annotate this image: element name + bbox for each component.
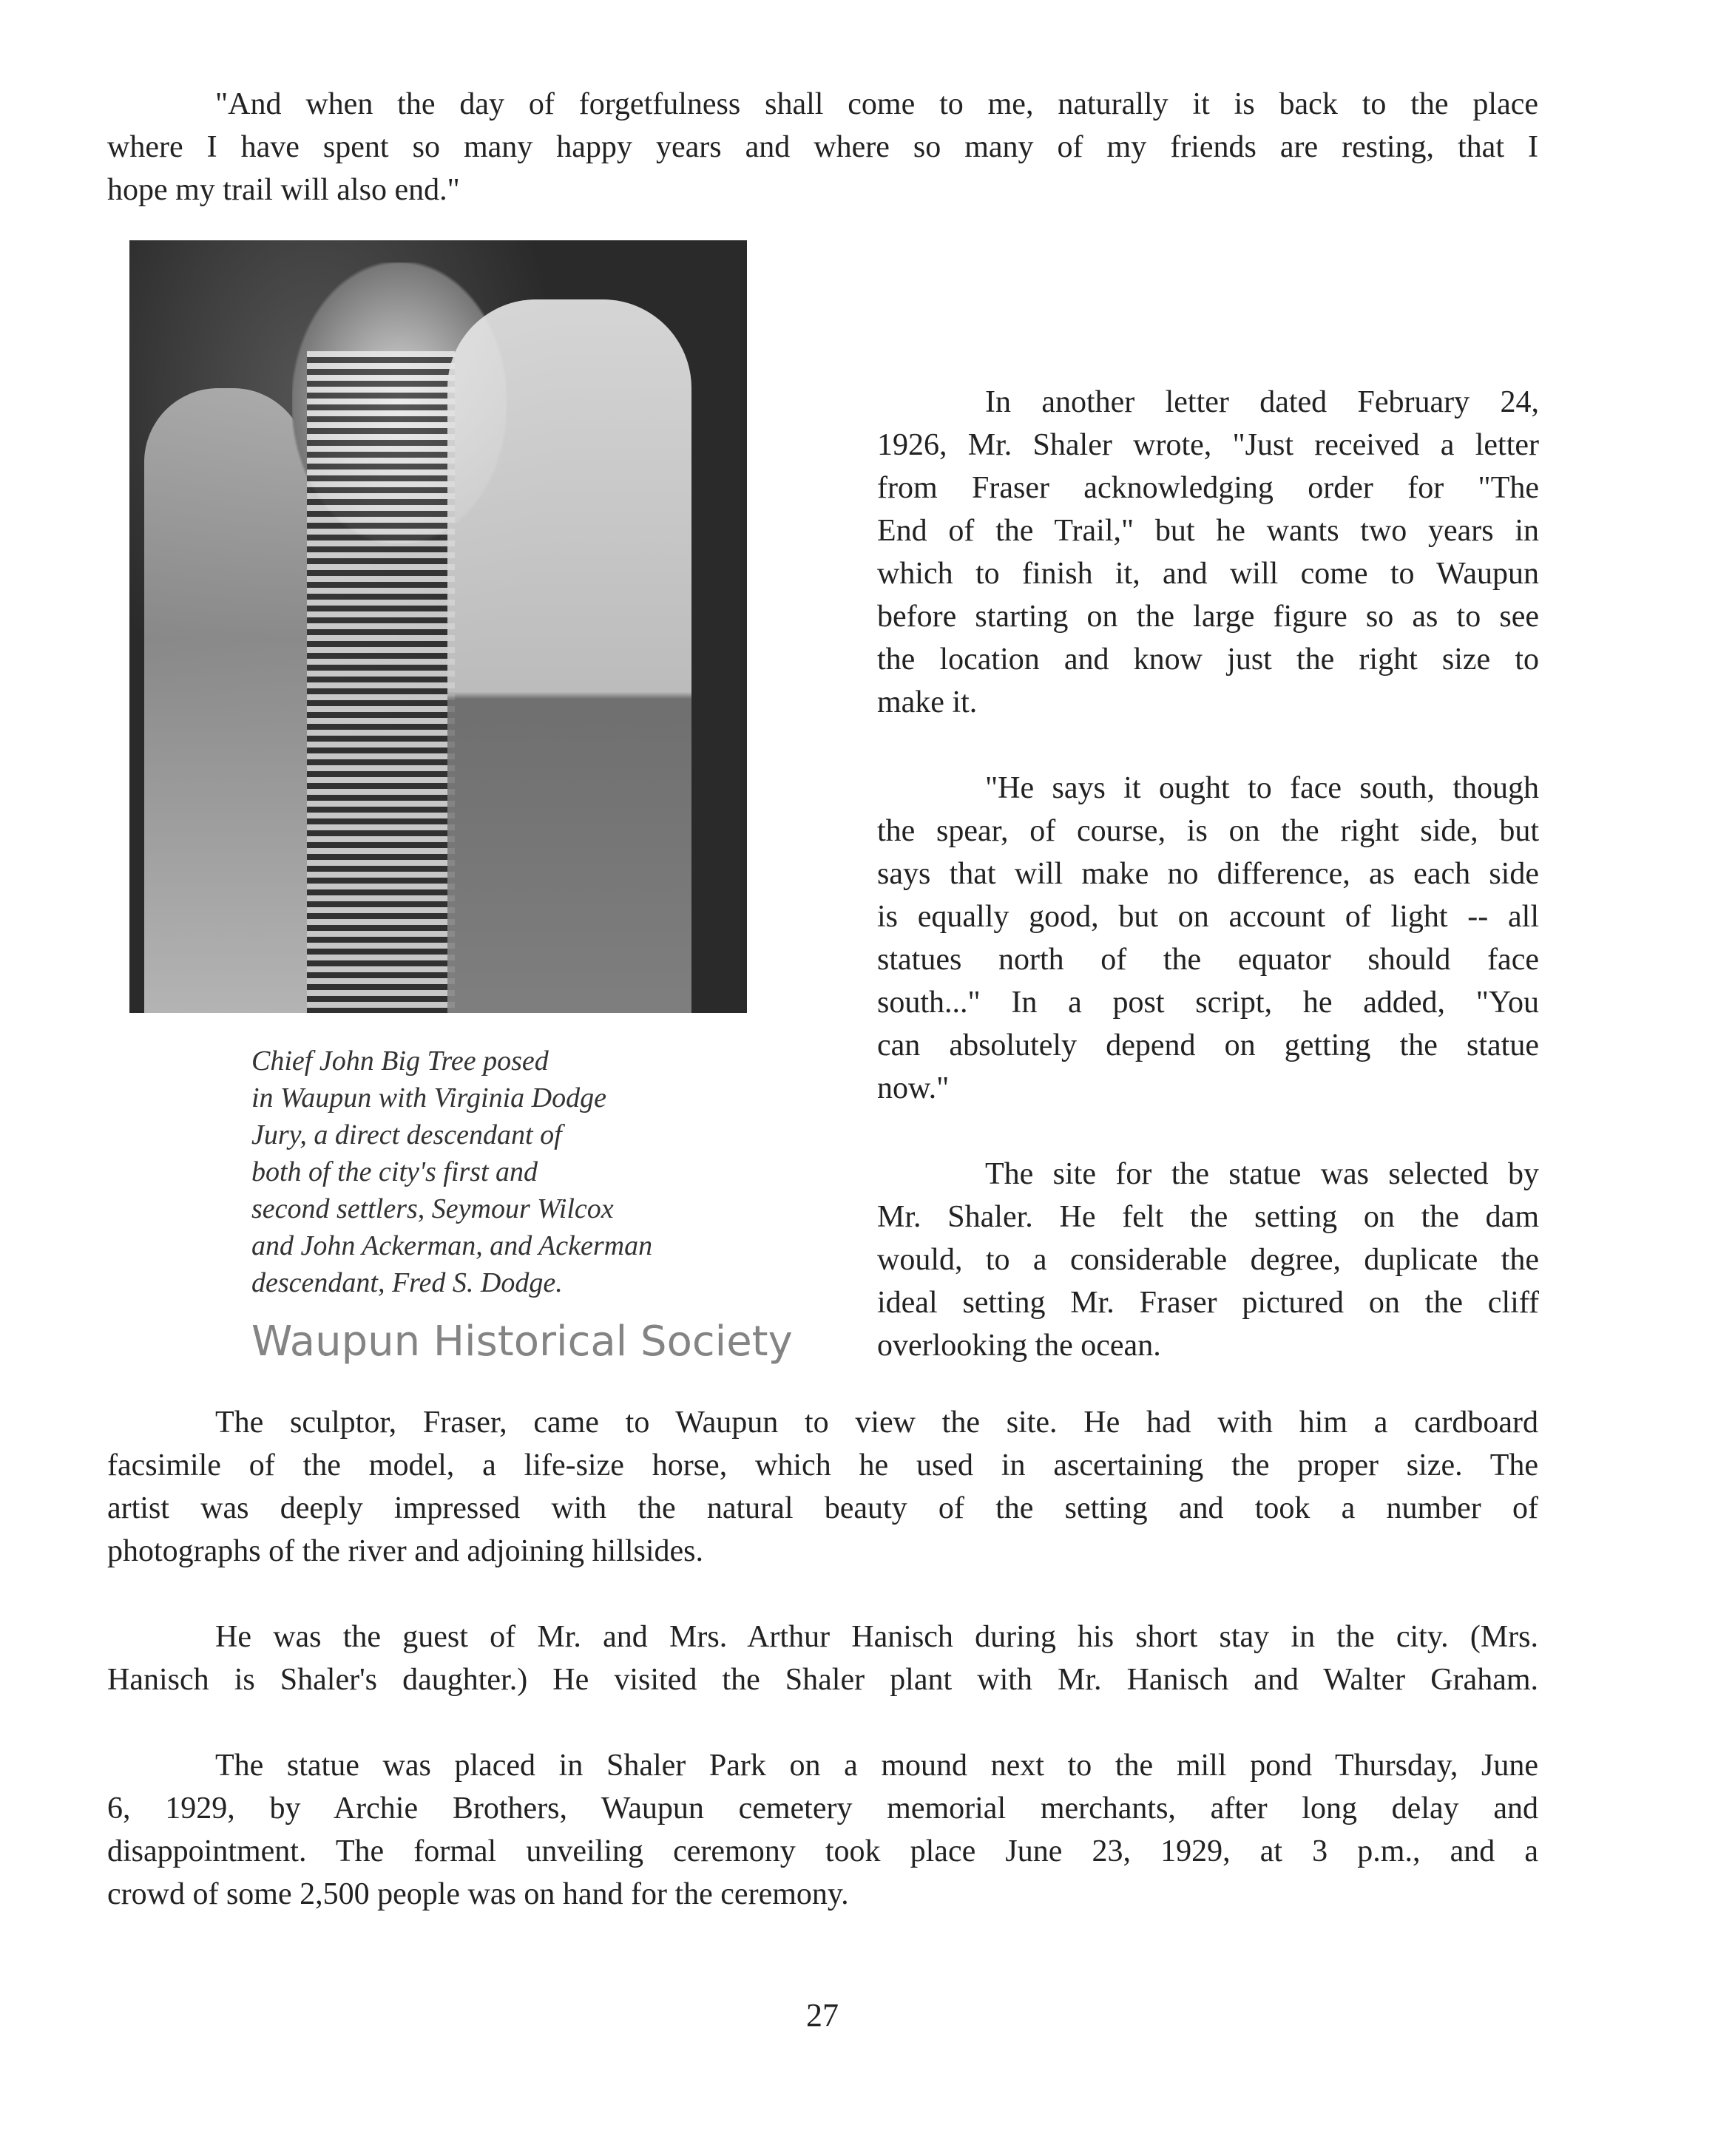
text-line: photographs of the river and adjoining hillsides.: [107, 1534, 704, 1568]
text-line: Mr. Shaler. He felt the setting on the dam: [877, 1200, 1539, 1234]
text-line: where I have spent so many happy years and where so many of my friends are resting, that I: [107, 130, 1538, 164]
chief-figure: [307, 351, 455, 1013]
text-line: statues north of the equator should face: [877, 943, 1539, 977]
caption-line: second settlers, Seymour Wilcox: [251, 1193, 614, 1224]
caption-line: Chief John Big Tree posed: [251, 1045, 549, 1077]
text-line: The site for the statue was selected by: [985, 1157, 1539, 1191]
text-line: make it.: [877, 685, 978, 719]
watermark: Waupun Historical Society: [251, 1318, 793, 1366]
bottom-paragraphs: [107, 1401, 1538, 1916]
text-line: The statue was placed in Shaler Park on a mound next to the mill pond Thursday, June: [215, 1749, 1538, 1783]
text-line: now.": [877, 1071, 950, 1105]
text-line: before starting on the large figure so as to see: [877, 600, 1539, 634]
opening-quote-paragraph: [107, 83, 1538, 211]
woman-figure: [144, 388, 307, 1013]
man-figure: [447, 299, 691, 1013]
text-line: He was the guest of Mr. and Mrs. Arthur Hanisch during his short stay in the city. (Mrs.: [215, 1620, 1538, 1654]
text-line: "He says it ought to face south, though: [985, 771, 1539, 805]
text-line: hope my trail will also end.": [107, 173, 460, 207]
text-line: says that will make no difference, as each side: [877, 857, 1539, 891]
text-line: which to finish it, and will come to Waupun: [877, 557, 1539, 591]
text-line: facsimile of the model, a life-size horse, which he used in ascertaining the proper size. The: [107, 1448, 1538, 1482]
text-line: Hanisch is Shaler's daughter.) He visited the Shaler plant with Mr. Hanisch and Walter Graham.: [107, 1663, 1538, 1697]
text-line: crowd of some 2,500 people was on hand for the ceremony.: [107, 1877, 849, 1911]
text-line: is equally good, but on account of light -- all: [877, 900, 1539, 934]
text-line: 1926, Mr. Shaler wrote, "Just received a letter: [877, 428, 1539, 462]
text-line: overlooking the ocean.: [877, 1329, 1161, 1363]
caption-line: Jury, a direct descendant of: [251, 1119, 562, 1150]
text-line: The sculptor, Fraser, came to Waupun to view the site. He had with him a cardboard: [215, 1406, 1538, 1440]
right-column: [877, 381, 1539, 1367]
caption-line: in Waupun with Virginia Dodge: [251, 1082, 606, 1113]
text-line: "And when the day of forgetfulness shall come to me, naturally it is back to the place: [215, 87, 1538, 121]
photograph-chief-big-tree: [129, 240, 747, 1013]
text-line: In another letter dated February 24,: [985, 385, 1539, 419]
photo-caption: [251, 1043, 725, 1301]
caption-line: descendant, Fred S. Dodge.: [251, 1267, 563, 1298]
text-line: the location and know just the right size to: [877, 643, 1539, 677]
caption-line: and John Ackerman, and Ackerman: [251, 1230, 653, 1261]
text-line: south..." In a post script, he added, "You: [877, 986, 1539, 1020]
text-line: the spear, of course, is on the right side, but: [877, 814, 1539, 848]
caption-line: both of the city's first and: [251, 1156, 538, 1187]
text-line: End of the Trail," but he wants two years in: [877, 514, 1539, 548]
text-line: would, to a considerable degree, duplicate the: [877, 1243, 1539, 1277]
page-number: 27: [806, 1997, 839, 2033]
text-line: disappointment. The formal unveiling ceremony took place June 23, 1929, at 3 p.m., and a: [107, 1834, 1538, 1868]
text-line: from Fraser acknowledging order for "The: [877, 471, 1539, 505]
text-line: ideal setting Mr. Fraser pictured on the cliff: [877, 1286, 1539, 1320]
text-line: 6, 1929, by Archie Brothers, Waupun cemetery memorial merchants, after long delay and: [107, 1791, 1538, 1826]
text-line: can absolutely depend on getting the statue: [877, 1028, 1539, 1062]
text-line: artist was deeply impressed with the natural beauty of the setting and took a number of: [107, 1491, 1538, 1525]
